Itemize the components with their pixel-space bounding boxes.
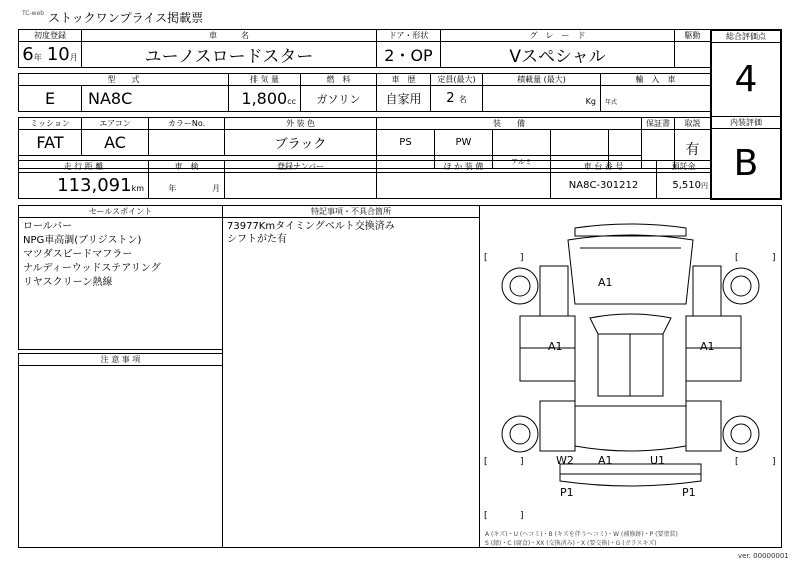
- list-item: NPG車高調(ブリジストン): [23, 235, 142, 246]
- label-recycle: 預託金: [657, 161, 711, 173]
- hood: [568, 235, 693, 304]
- first-reg-value: [19, 42, 82, 68]
- label-mileage: 走 行 距 離: [19, 161, 149, 173]
- legend-line-1: A (キズ)・U (ヘコミ)・B (キズを伴うヘコミ)・W (補修跡)・P (要塗装): [485, 531, 678, 538]
- svg-text:]: ]: [772, 457, 776, 467]
- inspection-year: 年: [168, 184, 177, 193]
- page-title: ストックワンプライス掲載票: [48, 11, 204, 25]
- label-door: ドア・形状: [377, 30, 441, 42]
- left-rear-fender: [540, 401, 575, 451]
- sales-points-panel: [18, 205, 223, 350]
- sales-points-header: セールスポイント: [19, 206, 222, 218]
- car-name-value: ユーノスロードスター: [82, 42, 377, 68]
- label-first-reg: 初度登録: [19, 30, 82, 42]
- equip-alumi: アルミ: [493, 156, 551, 169]
- rear-bumper: [560, 464, 701, 486]
- label-aircon: エアコン: [82, 118, 149, 130]
- chassis-value: NA8C-301212: [551, 173, 657, 199]
- damage-legend: [485, 530, 678, 548]
- km-unit: km: [131, 184, 144, 193]
- label-drive: 駆動: [675, 30, 711, 42]
- month-unit: 月: [69, 53, 78, 62]
- score-box: [710, 29, 782, 200]
- capacity-number: 2: [446, 91, 455, 106]
- sales-points-list: [19, 218, 222, 292]
- list-item: マツダスピードマフラー: [23, 249, 133, 260]
- yen-unit: 円: [701, 182, 708, 190]
- import-value: [601, 86, 711, 112]
- history-value: 自家用: [377, 86, 431, 112]
- front-bumper: [575, 224, 686, 236]
- label-manual: 取説: [675, 118, 711, 130]
- label-warranty: 保証書: [642, 118, 675, 130]
- label-other-equip: ほ か 装 備: [377, 161, 551, 173]
- legend-line-2: S (錆)・C (腐食)・XX (交換済み)・X (要交換)・G (ガラスキズ): [485, 540, 657, 547]
- list-item: 73977Kmタイミングベルト交換済み: [227, 221, 395, 232]
- svg-text:[: [: [735, 253, 739, 263]
- windshield: [590, 314, 671, 334]
- remarks-panel: [222, 205, 480, 548]
- first-reg-month: 6: [22, 44, 34, 65]
- label-plate: 登録ナンバー: [225, 161, 377, 173]
- equip-5: [609, 130, 642, 156]
- tire-rear-left: [502, 416, 538, 452]
- remarks-header: 特記事項・不具合箇所: [223, 206, 479, 218]
- tire-rear-right: [723, 416, 759, 452]
- label-fuel: 燃 料: [301, 74, 377, 86]
- kg-unit: Kg: [585, 97, 596, 106]
- label-chassis: 車 台 番 号: [551, 161, 657, 173]
- label-capacity: 定員(最大): [431, 74, 483, 86]
- right-rear-fender: [686, 401, 721, 451]
- svg-text:]: ]: [520, 457, 524, 467]
- logo: TC-web: [22, 10, 45, 17]
- left-front-fender: [540, 266, 568, 316]
- label-equipment: 装 備: [377, 118, 642, 130]
- equip-pw: PW: [435, 130, 493, 156]
- damage-mark-p1-left: P1: [560, 486, 574, 499]
- label-displacement: 排 気 量: [229, 74, 301, 86]
- plate-value: [225, 173, 377, 199]
- mileage-number: 113,091: [57, 175, 132, 196]
- svg-text:[: [: [735, 457, 739, 467]
- type-value: NA8C: [82, 86, 229, 112]
- list-item: シフトがた有: [227, 234, 287, 245]
- damage-mark-w2: W2: [556, 454, 574, 467]
- row1-table: [18, 29, 711, 68]
- damage-mark-right: A1: [700, 340, 715, 353]
- interior-score-label: 内装評価: [712, 117, 780, 129]
- notes-header: 注 意 事 項: [19, 354, 222, 366]
- label-exterior: 外 装 色: [225, 118, 377, 130]
- svg-text:[: [: [484, 253, 488, 263]
- svg-text:[: [: [484, 457, 488, 467]
- displacement-number: 1,800: [241, 89, 288, 108]
- tire-front-left: [502, 268, 538, 304]
- notes-panel: [18, 353, 223, 548]
- load-value: [483, 86, 601, 112]
- label-color-no: カラーNo.: [149, 118, 225, 130]
- mileage-value: [19, 173, 149, 199]
- damage-mark-left: A1: [548, 340, 563, 353]
- inspection-value: [149, 173, 225, 199]
- label-car-name: 車 名: [82, 30, 377, 42]
- displacement-value: [229, 86, 301, 112]
- overall-score-label: 総合評価点: [712, 31, 780, 43]
- label-type: 型 式: [19, 74, 229, 86]
- recycle-value: [657, 173, 711, 199]
- cc-unit: cc: [287, 97, 296, 106]
- manual-value: 有: [675, 130, 711, 169]
- list-item: リヤスクリーン熱線: [23, 277, 113, 288]
- list-item: ナルディーウッドステアリング: [23, 263, 161, 274]
- inspection-month: 月: [212, 184, 220, 193]
- interior-score: B: [733, 143, 759, 184]
- row4-table: [18, 160, 711, 199]
- other-equip-value: [377, 173, 551, 199]
- label-mission: ミッション: [19, 118, 82, 130]
- damage-mark-u1: U1: [650, 454, 666, 467]
- aircon-value: AC: [82, 130, 149, 156]
- version-label: ver. 00000001: [738, 552, 789, 560]
- equip-ps: PS: [377, 130, 435, 156]
- svg-text:]: ]: [520, 253, 524, 263]
- damage-mark-rear: A1: [598, 454, 613, 467]
- svg-text:]: ]: [772, 253, 776, 263]
- label-import: 輸 入 車: [601, 74, 711, 86]
- door-value: 2・OP: [377, 42, 441, 68]
- exterior-value: ブラック: [225, 130, 377, 156]
- equip-3: [493, 130, 551, 156]
- damage-mark-p1-right: P1: [682, 486, 696, 499]
- svg-text:[: [: [484, 511, 488, 521]
- right-front-fender: [693, 266, 721, 316]
- label-grade: グ レ ー ド: [441, 30, 675, 42]
- label-history: 車 歴: [377, 74, 431, 86]
- fuel-value: ガソリン: [301, 86, 377, 112]
- year-unit: 年: [33, 53, 42, 62]
- trunk: [575, 406, 686, 451]
- overall-score: 4: [712, 43, 780, 117]
- model-year-unit: 年式: [605, 99, 618, 106]
- first-reg-day: 10: [46, 44, 70, 65]
- color-no-value: [149, 130, 225, 156]
- mission-value: FAT: [19, 130, 82, 156]
- capacity-unit: 名: [458, 95, 467, 104]
- capacity-value: [431, 86, 483, 112]
- drive-value: [675, 42, 711, 68]
- remarks-list: [223, 218, 479, 248]
- grade-value: Vスペシャル: [441, 42, 675, 68]
- label-inspection: 車 検: [149, 161, 225, 173]
- label-load: 積載量 (最大): [483, 74, 601, 86]
- car-damage-diagram: [480, 206, 781, 546]
- list-item: ロールバー: [23, 221, 73, 232]
- equip-4: [551, 130, 609, 156]
- recycle-number: 5,510: [672, 180, 701, 191]
- damage-mark-roof: A1: [598, 276, 613, 289]
- type-prefix: E: [19, 86, 82, 112]
- svg-text:]: ]: [520, 511, 524, 521]
- tire-front-right: [723, 268, 759, 304]
- row2-table: [18, 73, 711, 112]
